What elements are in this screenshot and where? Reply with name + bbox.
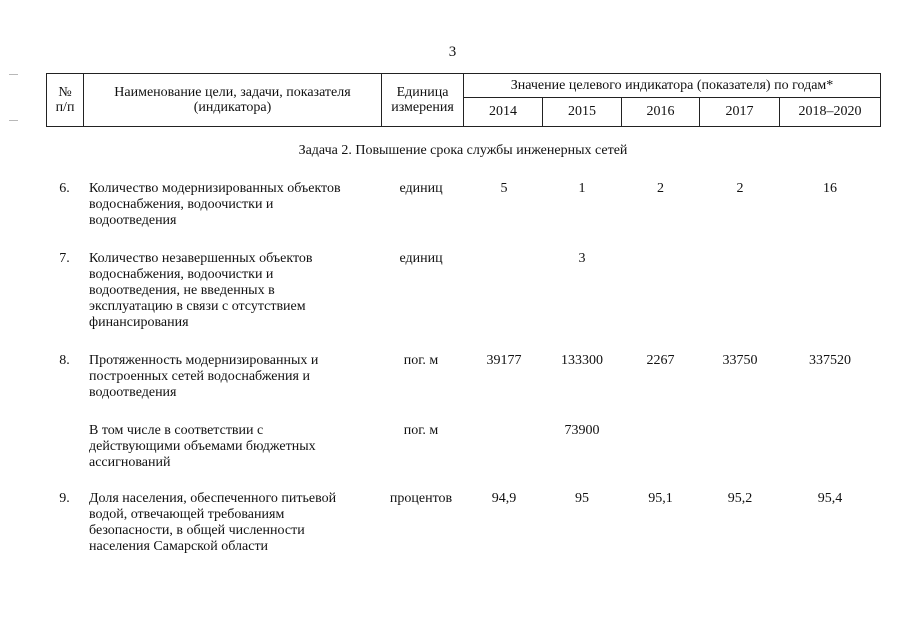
row-name [89,353,379,401]
row-name-line: безопасности, в общей численности [89,523,305,538]
row-name-line: водоотведения [89,385,177,400]
row-number: 7. [59,251,70,266]
row-name [89,181,379,229]
row-unit: процентов [389,491,453,506]
row-name [89,423,379,471]
row-name-line: финансирования [89,315,189,330]
row-name-line: водой, отвечающей требованиям [89,507,285,522]
header-year: 2017 [700,97,780,126]
row-value-2015: 73900 [564,423,600,438]
header-year: 2015 [543,97,622,126]
row-value-2014: 5 [500,181,508,196]
row-value-2015: 133300 [561,353,603,368]
row-value-2016: 95,1 [648,491,673,506]
row-name-line: населения Самарской области [89,539,269,554]
row-name-line: Количество незавершенных объектов [89,251,313,266]
row-value-2015: 1 [578,181,586,196]
row-name-line: Доля населения, обеспеченного питьевой [89,491,337,506]
row-name-line: построенных сетей водоснабжения и [89,369,310,384]
header-year: 2014 [464,97,543,126]
row-number: 6. [59,181,70,196]
margin-mark [9,74,18,75]
row-name-line: действующими объемами бюджетных [89,439,316,454]
row-name-line: ассигнований [89,455,171,470]
header-unit-line1: Единица [396,85,449,100]
row-name-line: водоотведения, не введенных в [89,283,275,298]
row-number: 8. [59,353,70,368]
header-name-line1: Наименование цели, задачи, показателя [114,85,351,100]
margin-mark [9,120,18,121]
row-value-2018-2020: 16 [823,181,837,196]
header-num-cell [47,74,84,127]
row-value-2017: 33750 [722,353,758,368]
header-name-line2: (индикатора) [193,100,272,115]
row-name-line: водоснабжения, водоочистки и [89,267,274,282]
row-name-line: эксплуатацию в связи с отсутствием [89,299,306,314]
header-table [46,73,881,127]
header-unit-line2: измерения [391,100,454,115]
row-value-2017: 2 [736,181,744,196]
row-name [89,251,379,331]
row-value-2017: 95,2 [727,491,753,506]
header-values-label: Значение целевого индикатора (показателя) по годам* [464,74,881,98]
row-unit: пог. м [403,353,439,368]
header-num-line2: п/п [55,100,75,115]
row-name-line: водоотведения [89,213,177,228]
task-title: Задача 2. Повышение срока службы инженерных сетей [298,143,628,158]
row-name [89,491,379,555]
row-unit: единиц [399,181,443,196]
header-year: 2016 [622,97,700,126]
row-value-2018-2020: 337520 [809,353,851,368]
row-name-line: В том числе в соответствии с [89,423,264,438]
row-value-2014: 94,9 [491,491,517,506]
row-name-line: Количество модернизированных объектов [89,181,341,196]
row-value-2015: 3 [578,251,586,266]
row-number: 9. [59,491,70,506]
row-value-2016: 2 [657,181,664,196]
row-unit: пог. м [403,423,439,438]
row-value-2014: 39177 [486,353,522,368]
row-value-2016: 2267 [646,353,675,368]
page-number: 3 [448,44,457,60]
row-name-line: водоснабжения, водоочистки и [89,197,274,212]
row-value-2018-2020: 95,4 [817,491,843,506]
header-name-cell [84,74,382,127]
header-year: 2018–2020 [780,97,881,126]
row-name-line: Протяженность модернизированных и [89,353,319,368]
header-num-line1: № [58,85,72,100]
header-unit-cell [382,74,464,127]
row-value-2015: 95 [575,491,589,506]
row-unit: единиц [399,251,443,266]
